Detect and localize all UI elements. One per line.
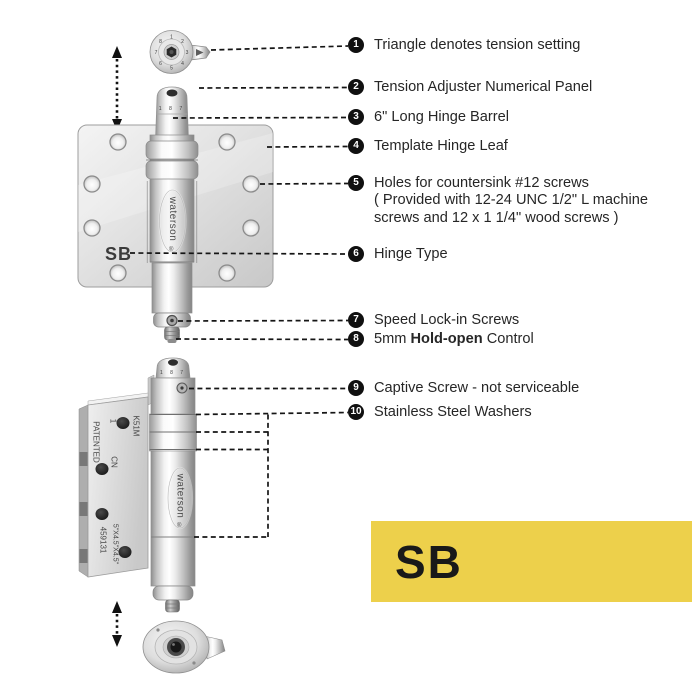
callout-4: [348, 138, 508, 155]
brand-text-upper: waterson: [167, 196, 178, 242]
callout-3: [348, 109, 509, 126]
svg-text:8: 8: [159, 39, 162, 45]
leader-4: [267, 147, 348, 148]
leader-7: [178, 321, 348, 322]
lower-hinge-leaf: [79, 393, 148, 577]
tension-adjuster-knob: [150, 31, 210, 74]
svg-text:5"X4.5"X4.5": 5"X4.5"X4.5": [111, 523, 119, 565]
callout-3-label: 6" Long Hinge Barrel: [374, 109, 509, 125]
callout-2-label: Tension Adjuster Numerical Panel: [374, 79, 593, 95]
svg-text:7: 7: [154, 50, 158, 56]
svg-text:K51M: K51M: [131, 415, 141, 437]
leader-10: [196, 413, 348, 415]
callout-2-badge: 2: [348, 79, 364, 95]
callout-10-badge: 10: [348, 404, 364, 420]
leader-5: [260, 184, 348, 185]
svg-text:4: 4: [181, 61, 184, 67]
svg-text:1: 1: [108, 418, 118, 424]
callout-5-badge: 5: [348, 175, 364, 191]
sb-model-badge: SB: [371, 521, 692, 602]
svg-text:PATENTED: PATENTED: [91, 421, 101, 463]
registered-mark-lower: ®: [177, 523, 182, 529]
vertical-motion-arrow-bottom: [112, 601, 122, 647]
callout-10-label: Stainless Steel Washers: [374, 404, 532, 420]
callout-7-label: Speed Lock-in Screws: [374, 312, 520, 328]
leader-3: [173, 118, 348, 119]
vertical-motion-arrow-top: [112, 46, 122, 131]
svg-text:6: 6: [159, 61, 162, 67]
barrel-top-digits: 1 8 7: [158, 106, 186, 112]
callout-1-badge: 1: [348, 37, 364, 53]
callout-8-label: 5mm Hold-open Control: [374, 331, 534, 347]
svg-text:1: 1: [170, 34, 173, 41]
callout-7-badge: 7: [348, 312, 364, 328]
callout-5-label: Holes for countersink #12 screws: [374, 175, 589, 191]
callout-4-badge: 4: [348, 138, 364, 154]
bottom-view-cap: [143, 621, 225, 673]
callout-9-label: Captive Screw - not serviceable: [374, 380, 580, 396]
callout-4-label: Template Hinge Leaf: [374, 138, 508, 154]
registered-mark-upper: ®: [169, 247, 174, 253]
svg-text:3: 3: [185, 50, 189, 56]
callout-8: [348, 331, 534, 348]
callout-1: [348, 37, 580, 54]
callout-6-label: Hinge Type: [374, 246, 448, 262]
washer-band: [150, 414, 197, 451]
svg-text:5: 5: [170, 65, 173, 72]
svg-text:2: 2: [181, 39, 184, 45]
callout-5-label-line2: ( Provided with 12-24 UNC 1/2" L machine: [374, 192, 648, 209]
leader-8: [176, 339, 348, 340]
callout-6-badge: 6: [348, 246, 364, 262]
callout-1-label: Triangle denotes tension setting: [374, 37, 581, 53]
callout-5-label-line3: screws and 12 x 1 1/4" wood screws ): [374, 209, 619, 226]
leader-1: [211, 46, 348, 50]
callout-9-badge: 9: [348, 380, 364, 396]
waterson-logo-upper: [160, 190, 186, 253]
hinge-type-stamp: SB: [105, 244, 133, 264]
hold-open-pin-upper: [165, 327, 180, 343]
waterson-logo-lower: [168, 468, 192, 529]
leader-2: [199, 88, 348, 89]
callout-2: [348, 79, 592, 96]
svg-text:459131: 459131: [98, 526, 108, 554]
callout-8-badge: 8: [348, 331, 364, 347]
hinge-barrel-lower: [150, 358, 197, 612]
callout-6: [348, 246, 448, 263]
lower-hinge-assembly: [79, 358, 197, 612]
callout-5: [348, 175, 648, 227]
callout-9: [348, 380, 579, 397]
hold-open-pin-lower: [166, 600, 180, 612]
svg-text:CN: CN: [109, 456, 119, 468]
callout-7: [348, 312, 519, 329]
callout-3-badge: 3: [348, 109, 364, 125]
barrel-top-digits-lower: 1 8 7: [159, 370, 187, 376]
callout-10: [348, 404, 532, 421]
brand-text-lower: waterson: [174, 473, 186, 519]
